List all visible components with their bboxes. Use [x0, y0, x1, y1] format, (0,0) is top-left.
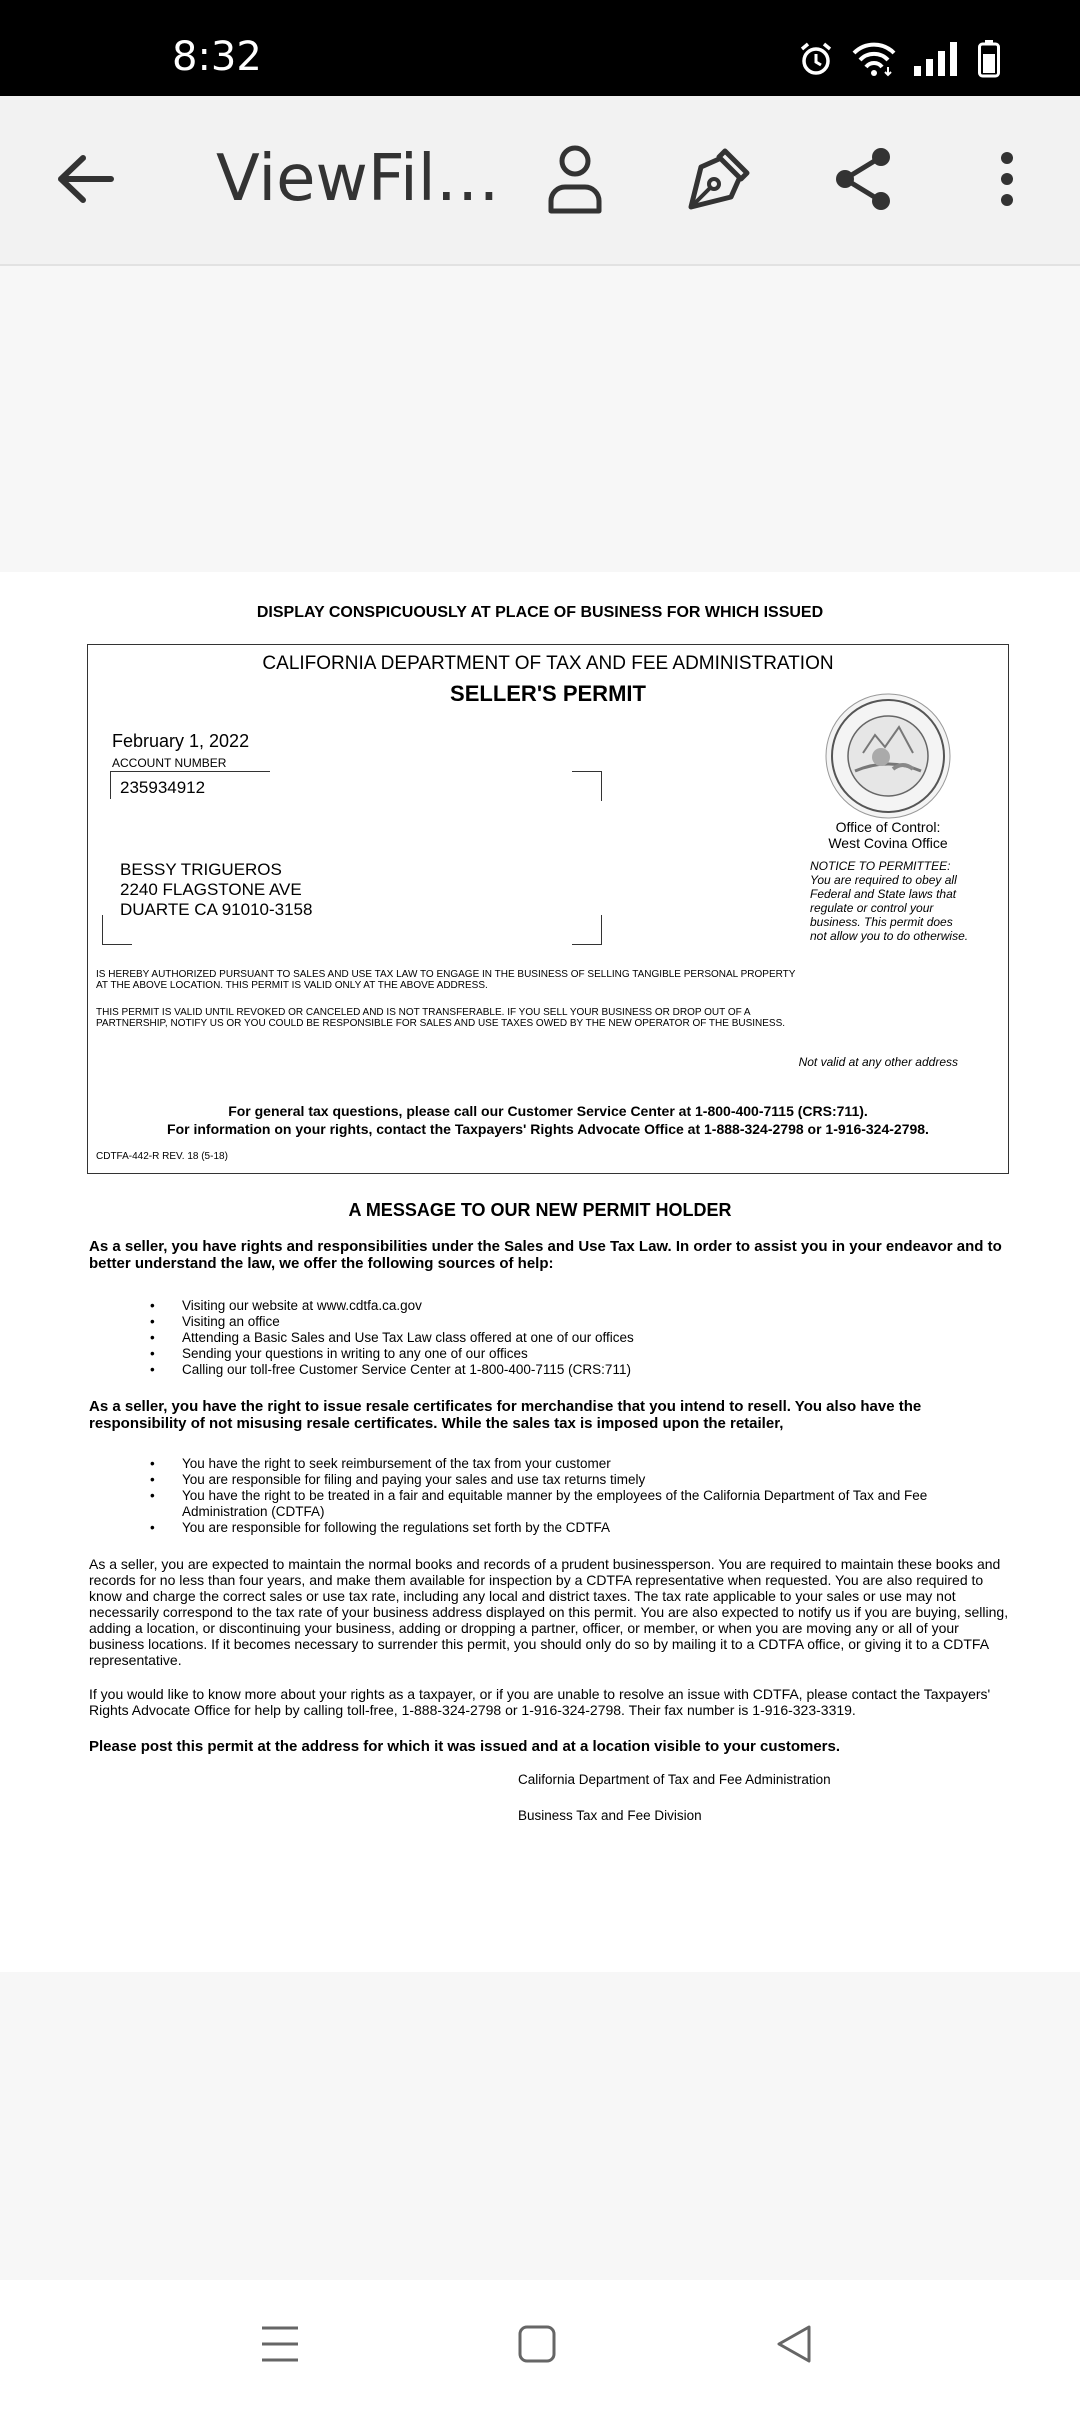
advocate-paragraph: If you would like to know more about your rights as a taxpayer, or if you are unable to resolve an issue with CDTFA, please contact the Taxpayers' Rights Advocate Office for help by calling toll-free, 1-888-324-2798 or 1-916-324-2798. Their fax number is 1-916-323-3319.	[89, 1686, 991, 1718]
form-id: CDTFA-442-R REV. 18 (5-18)	[96, 1151, 228, 1162]
list-item: • Calling our toll-free Customer Service Center at 1-800-400-7115 (CRS:711)	[150, 1362, 1010, 1378]
recents-button[interactable]	[240, 2306, 320, 2386]
customer-service-line: For general tax questions, please call our Customer Service Center at 1-800-400-7115 (CRS:711).	[228, 1103, 868, 1119]
back-button[interactable]	[40, 136, 130, 226]
list-item: • You have the right to be treated in a fair and equitable manner by the employees of the California Department of Tax and Fee Administration (CDTFA)	[150, 1488, 1010, 1520]
permit-title: SELLER'S PERMIT	[450, 681, 646, 706]
message-title: A MESSAGE TO OUR NEW PERMIT HOLDER	[348, 1200, 732, 1220]
state-seal-icon	[823, 691, 953, 821]
back-icon	[775, 2324, 813, 2369]
wifi-icon	[852, 41, 896, 77]
department-name: CALIFORNIA DEPARTMENT OF TAX AND FEE ADMINISTRATION	[262, 653, 834, 674]
share-button[interactable]	[818, 136, 908, 226]
account-button[interactable]	[530, 136, 620, 226]
account-number: 235934912	[120, 778, 206, 797]
address-corner	[572, 771, 602, 801]
office-label: Office of Control:	[835, 819, 941, 835]
permittee-city: DUARTE CA 91010-3158	[120, 900, 313, 919]
more-vert-icon	[999, 151, 1015, 212]
list-item: • You are responsible for filing and paying your sales and use tax returns timely	[150, 1472, 1010, 1488]
notice-to-permittee: NOTICE TO PERMITTEE: You are required to obey all Federal and State laws that regulate or control your business. This permit does not allow you to do otherwise.	[810, 859, 969, 943]
back-arrow-icon	[55, 154, 115, 209]
account-label: ACCOUNT NUMBER	[112, 756, 227, 770]
signature-department: California Department of Tax and Fee Administration	[518, 1772, 831, 1787]
share-icon	[833, 147, 893, 216]
permit-date: February 1, 2022	[112, 731, 250, 751]
app-title: ViewFil…	[216, 142, 500, 216]
list-item: • Attending a Basic Sales and Use Tax Law class offered at one of our offices	[150, 1330, 1010, 1346]
advocate-line: For information on your rights, contact the Taxpayers' Rights Advocate Office at 1-888-324-2798 or 1-916-324-2798.	[167, 1121, 929, 1137]
signature-division: Business Tax and Fee Division	[518, 1808, 702, 1823]
more-button[interactable]	[962, 136, 1052, 226]
list-item: • You are responsible for following the regulations set forth by the CDTFA	[150, 1520, 1010, 1536]
rights-list	[150, 1456, 1010, 1536]
annotate-button[interactable]	[674, 136, 764, 226]
navigation-bar	[0, 2280, 1080, 2412]
battery-icon	[978, 40, 1000, 78]
recents-icon	[260, 2325, 300, 2368]
viewer-background[interactable]	[0, 266, 1080, 572]
status-time: 8:32	[172, 34, 262, 80]
list-item: • Sending your questions in writing to any one of our offices	[150, 1346, 1010, 1362]
post-instruction: Please post this permit at the address for which it was issued and at a location visible to your customers.	[89, 1738, 841, 1755]
list-item: • You have the right to seek reimbursement of the tax from your customer	[150, 1456, 1010, 1472]
app-bar	[0, 96, 1080, 266]
not-valid-text: Not valid at any other address	[798, 1055, 958, 1069]
home-icon	[517, 2324, 557, 2369]
back-nav-button[interactable]	[754, 2306, 834, 2386]
permittee-name: BESSY TRIGUEROS	[120, 860, 282, 879]
list-item: • Visiting an office	[150, 1314, 1010, 1330]
status-bar	[0, 0, 1080, 96]
viewer-background[interactable]	[0, 1972, 1080, 2280]
person-icon	[545, 143, 605, 220]
alarm-icon	[798, 41, 834, 77]
pen-icon	[687, 147, 751, 216]
permit-box	[87, 644, 1009, 1174]
intro-paragraph: As a seller, you have rights and responsibilities under the Sales and Use Tax Law. In order to assist you in your endeavor and to better understand the law, we offer the following sources of help:	[89, 1238, 1002, 1272]
document-heading: DISPLAY CONSPICUOUSLY AT PLACE OF BUSINESS FOR WHICH ISSUED	[256, 604, 824, 621]
document-page[interactable]	[0, 572, 1080, 1972]
home-button[interactable]	[497, 2306, 577, 2386]
permittee-street: 2240 FLAGSTONE AVE	[120, 880, 302, 899]
authorization-text: IS HEREBY AUTHORIZED PURSUANT TO SALES AND USE TAX LAW TO ENGAGE IN THE BUSINESS OF SELLING TANGIBLE PERSONAL PROPERTY AT THE ABOVE LOCATION. THIS PERMIT IS VALID ONLY AT THE ABOVE ADDRESS.	[96, 969, 796, 991]
list-item: • Visiting our website at www.cdtfa.ca.gov	[150, 1298, 1010, 1314]
office-name: West Covina Office	[828, 835, 948, 851]
records-paragraph: As a seller, you are expected to maintain the normal books and records of a prudent businessperson. You are required to maintain these books and records for no less than four years, and make them available for inspection by a CDTFA representative when requested. You are also required to know and charge the correct sales or use tax rate, including any local and district taxes. The tax rate applicable to your sales or use may not necessarily correspond to the tax rate of your business address displayed on this permit. You are also expected to notify us if you are buying, selling, adding a location, or discontinuing your business, adding or dropping a partner, officer, or member, or when you are moving any or all of your business locations. If it becomes necessary to surrender this permit, you should only do so by mailing it to a CDTFA office, or giving it to a CDTFA representative.	[89, 1556, 1009, 1668]
signal-icon	[914, 42, 960, 76]
help-list	[150, 1298, 1010, 1378]
validity-text: THIS PERMIT IS VALID UNTIL REVOKED OR CANCELED AND IS NOT TRANSFERABLE. IF YOU SELL YOUR BUSINESS OR DROP OUT OF A PARTNERSHIP, NOTIFY US OR YOU COULD BE RESPONSIBLE FOR SALES AND USE TAXES OWED BY THE NEW OPERATOR OF THE BUSINESS.	[96, 1007, 786, 1029]
status-icons	[798, 40, 1000, 78]
address-corner	[572, 915, 602, 945]
resale-paragraph: As a seller, you have the right to issue resale certificates for merchandise that you intend to resell. You also have the responsibility of not misusing resale certificates. While the sales tax is imposed upon the retailer,	[89, 1398, 922, 1432]
